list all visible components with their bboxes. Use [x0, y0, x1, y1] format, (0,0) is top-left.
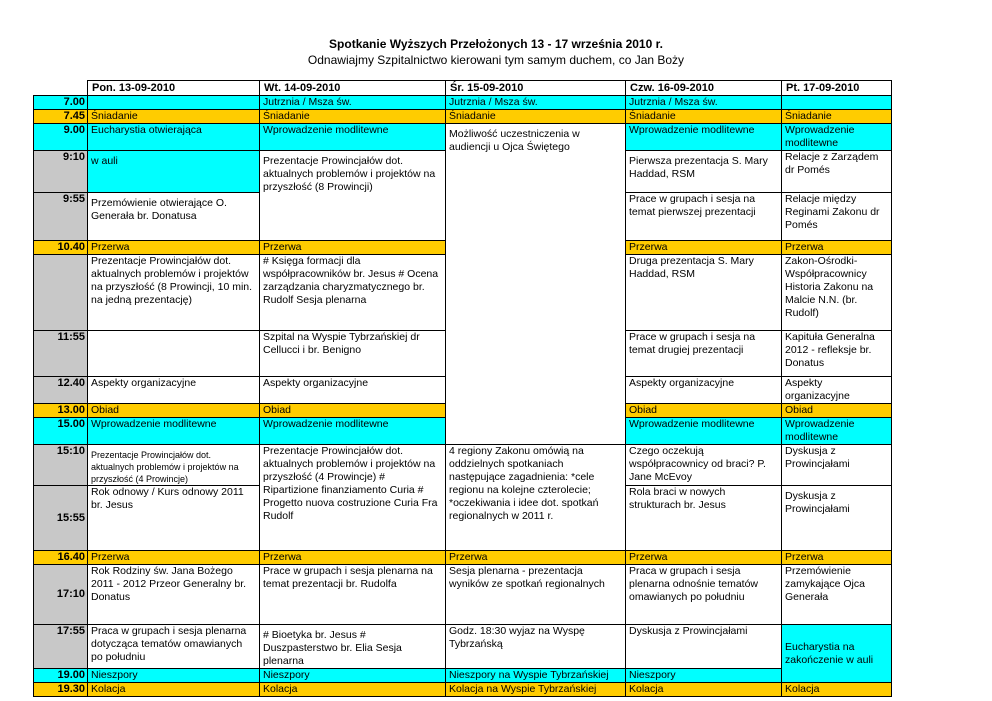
schedule-cell: Przerwa: [782, 551, 892, 565]
schedule-cell: Przerwa: [88, 241, 260, 255]
schedule-cell: Nieszpory: [626, 669, 782, 683]
schedule-cell: [88, 331, 260, 377]
schedule-cell: # Księga formacji dla współpracowników br. Jesus # Ocena zarządzania charyzmatycznego br. Rudolf Sesja plenarna: [260, 255, 446, 331]
schedule-cell: Przerwa: [260, 551, 446, 565]
page-title: Spotkanie Wyższych Przełożonych 13 - 17 września 2010 r.: [329, 37, 663, 51]
time-cell: 15.00: [34, 418, 88, 445]
schedule-cell: w auli: [88, 151, 260, 193]
schedule-cell: Kapituła Generalna 2012 - refleksje br. Donatus: [782, 331, 892, 377]
corner-cell: [34, 81, 88, 96]
schedule-cell: Możliwość uczestniczenia w audiencji u Ojca Świętego: [446, 124, 626, 445]
day-header-fri: Pt. 17-09-2010: [782, 81, 892, 96]
schedule-cell: Wprowadzenie modlitewne: [88, 418, 260, 445]
schedule-cell: Sesja plenarna - prezentacja wyników ze spotkań regionalnych: [446, 565, 626, 625]
day-header-wed: Śr. 15-09-2010: [446, 81, 626, 96]
schedule-cell: Aspekty organizacyjne: [260, 377, 446, 404]
time-cell: 12.40: [34, 377, 88, 404]
schedule-cell: Przemówienie otwierające O. Generała br. Donatusa: [88, 193, 260, 241]
schedule-cell: Jutrznia / Msza św.: [626, 96, 782, 110]
schedule-cell: Eucharystia na zakończenie w auli: [782, 625, 892, 683]
schedule-cell: Przerwa: [88, 551, 260, 565]
schedule-cell: Kolacja: [88, 683, 260, 697]
schedule-cell: Wprowadzenie modlitewne: [626, 418, 782, 445]
schedule-cell: Druga prezentacja S. Mary Haddad, RSM: [626, 255, 782, 331]
schedule-cell: Jutrznia / Msza św.: [446, 96, 626, 110]
schedule-cell: Dyskusja z Prowincjałami: [626, 625, 782, 669]
time-cell: 10.40: [34, 241, 88, 255]
schedule-cell: Aspekty organizacyjne: [626, 377, 782, 404]
schedule-cell: Prezentacje Prowincjałów dot. aktualnych problemów i projektów na przyszłość (4 Prowincje) # Ripartizione finanziamento Curia # Progetto nuova costruzione Curia Fra Rudolf: [260, 445, 446, 551]
schedule-cell: Wprowadzenie modlitewne: [626, 124, 782, 151]
schedule-cell: Śniadanie: [260, 110, 446, 124]
schedule-cell: Dyskusja z Prowincjałami: [782, 445, 892, 486]
schedule-cell: Nieszpory: [88, 669, 260, 683]
time-cell: 17:55: [34, 625, 88, 669]
time-cell: [34, 255, 88, 331]
time-cell: 19.30: [34, 683, 88, 697]
schedule-cell: Kolacja: [626, 683, 782, 697]
schedule-cell: # Bioetyka br. Jesus # Duszpasterstwo br. Elia Sesja plenarna: [260, 625, 446, 669]
schedule-cell: Prezentacje Prowincjałów dot. aktualnych problemów i projektów na przyszłość (8 Prowincji): [260, 151, 446, 241]
time-cell: 9:10: [34, 151, 88, 193]
schedule-cell: Aspekty organizacyjne: [782, 377, 892, 404]
day-header-mon: Pon. 13-09-2010: [88, 81, 260, 96]
schedule-cell: Śniadanie: [626, 110, 782, 124]
page-subtitle: Odnawiajmy Szpitalnictwo kierowani tym samym duchem, co Jan Boży: [307, 53, 685, 67]
schedule-cell: Czego oczekują współpracownicy od braci? P. Jane McEvoy: [626, 445, 782, 486]
schedule-cell: Kolacja: [782, 683, 892, 697]
time-cell: 15:10: [34, 445, 88, 486]
schedule-cell: Obiad: [260, 404, 446, 418]
schedule-cell: [782, 96, 892, 110]
day-header-thu: Czw. 16-09-2010: [626, 81, 782, 96]
schedule-cell: Przerwa: [260, 241, 446, 255]
time-cell: 7.00: [34, 96, 88, 110]
schedule-cell: Nieszpory na Wyspie Tybrzańskiej: [446, 669, 626, 683]
time-cell: 9:55: [34, 193, 88, 241]
schedule-cell: Wprowadzenie modlitewne: [260, 124, 446, 151]
schedule-cell: 4 regiony Zakonu omówią na oddzielnych spotkaniach następujące zagadnienia: *cele regionu na kolejne czterolecie; *oczekiwania i idee dot. spotkań regionalnych w 2011 r.: [446, 445, 626, 551]
time-cell: 17:10: [34, 565, 88, 625]
schedule-cell: Praca w grupach i sesja plenarna odnośnie tematów omawianych po południu: [626, 565, 782, 625]
schedule-cell: Godz. 18:30 wyjaz na Wyspę Tybrzańską: [446, 625, 626, 669]
schedule-cell: Przerwa: [626, 551, 782, 565]
time-cell: 9.00: [34, 124, 88, 151]
schedule-cell: Kolacja na Wyspie Tybrzańskiej: [446, 683, 626, 697]
schedule-cell: Relacje z Zarządem dr Pomés: [782, 151, 892, 193]
schedule-cell: Prezentacje Prowincjałów dot. aktualnych problemów i projektów na przyszłość (8 Prowincji, 10 min. na jedną prezentację): [88, 255, 260, 331]
schedule-cell: Wprowadzenie modlitewne: [260, 418, 446, 445]
schedule-cell: Rok Rodziny św. Jana Bożego 2011 - 2012 Przeor Generalny br. Donatus: [88, 565, 260, 625]
schedule-cell: Wprowadzenie modlitewne: [782, 418, 892, 445]
schedule-cell: Śniadanie: [446, 110, 626, 124]
time-cell: 13.00: [34, 404, 88, 418]
schedule-cell: Przerwa: [626, 241, 782, 255]
schedule-cell: Obiad: [782, 404, 892, 418]
schedule-cell: Prezentacje Prowincjałów dot. aktualnych problemów i projektów na przyszłość (4 Prowincje): [88, 445, 260, 486]
time-cell: 11:55: [34, 331, 88, 377]
schedule-cell: Nieszpory: [260, 669, 446, 683]
schedule-cell: [88, 96, 260, 110]
schedule-cell: Prace w grupach i sesja plenarna na temat prezentacji br. Rudolfa: [260, 565, 446, 625]
schedule-table: [33, 80, 892, 697]
schedule-cell: Śniadanie: [88, 110, 260, 124]
schedule-cell: Pierwsza prezentacja S. Mary Haddad, RSM: [626, 151, 782, 193]
schedule-cell: Prace w grupach i sesja na temat drugiej prezentacji: [626, 331, 782, 377]
time-cell: 19.00: [34, 669, 88, 683]
schedule-cell: Przemówienie zamykające Ojca Generała: [782, 565, 892, 625]
schedule-cell: Praca w grupach i sesja plenarna dotycząca tematów omawianych po południu: [88, 625, 260, 669]
day-header-tue: Wt. 14-09-2010: [260, 81, 446, 96]
schedule-cell: Zakon-Ośrodki-Współpracownicy Historia Zakonu na Malcie N.N. (br. Rudolf): [782, 255, 892, 331]
schedule-cell: Wprowadzenie modlitewne: [782, 124, 892, 151]
schedule-cell: Rok odnowy / Kurs odnowy 2011 br. Jesus: [88, 486, 260, 551]
schedule-cell: Aspekty organizacyjne: [88, 377, 260, 404]
time-cell: 15:55: [34, 486, 88, 551]
schedule-cell: Rola braci w nowych strukturach br. Jesus: [626, 486, 782, 551]
schedule-cell: Obiad: [626, 404, 782, 418]
schedule-cell: Relacje między Reginami Zakonu dr Pomés: [782, 193, 892, 241]
schedule-cell: Dyskusja z Prowincjałami: [782, 486, 892, 551]
schedule-cell: Prace w grupach i sesja na temat pierwszej prezentacji: [626, 193, 782, 241]
schedule-cell: Kolacja: [260, 683, 446, 697]
schedule-cell: Przerwa: [446, 551, 626, 565]
schedule-cell: Eucharystia otwierająca: [88, 124, 260, 151]
time-cell: 7.45: [34, 110, 88, 124]
schedule-cell: Szpital na Wyspie Tybrzańskiej dr Cellucci i br. Benigno: [260, 331, 446, 377]
schedule-cell: Obiad: [88, 404, 260, 418]
schedule-cell: Jutrznia / Msza św.: [260, 96, 446, 110]
schedule-cell: Przerwa: [782, 241, 892, 255]
time-cell: 16.40: [34, 551, 88, 565]
schedule-cell: Śniadanie: [782, 110, 892, 124]
